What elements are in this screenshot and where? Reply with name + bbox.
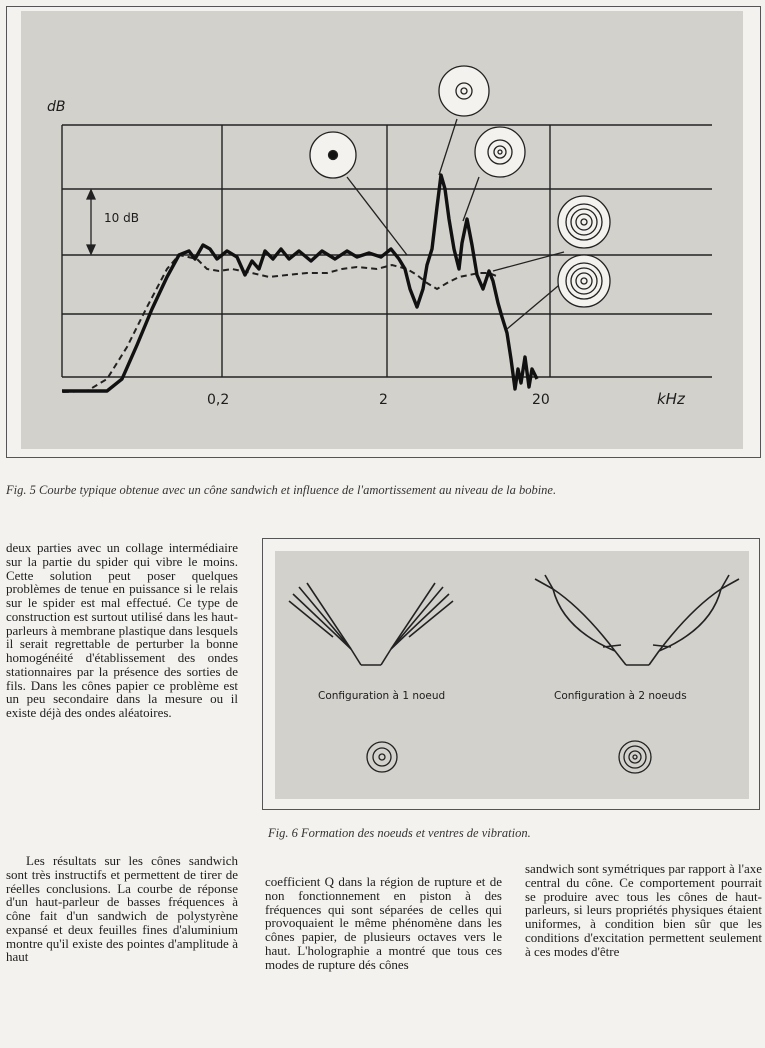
mode-marker-point-icon xyxy=(310,132,356,178)
scale-label: 10 dB xyxy=(104,211,139,225)
x-tick-1: 2 xyxy=(379,392,388,408)
mode-marker-1-ring-icon xyxy=(439,66,489,116)
y-unit-label: dB xyxy=(47,99,66,115)
response-chart xyxy=(7,7,762,459)
figure-6 xyxy=(262,538,760,810)
column-1-paragraph-2: Les résultats sur les cônes sandwich sont très instructifs et permettent de tirer de réelles conclusions. La courbe de réponse d'un haut-parleur de basses fréquences à cône fait d'un sandwich de polystyrène expansé et deux feuilles fines d'aluminium montre qu'il existe des pointes d'amplitude à haut xyxy=(6,853,238,965)
mode-marker-multi-ring-icon xyxy=(558,255,610,307)
column-2-paragraph: coefficient Q dans la région de rupture et de non fonctionnement en piston à des fréquences qui sont séparées de celles qui provoquaient le même phénomène dans les cônes papier, de plusieurs octaves vers le haut. L'holographie a montré que tous ces modes de rupture dés cônes xyxy=(265,874,502,972)
column-1-paragraph-1: deux parties avec un collage intermédiaire sur la partie du spider qui vibre le moins. Cette solution peut poser quelques problèmes de tenue en puissance si le relais sur le spider est mal effectué. Ce type de construction est surtout utilisé dans les haut-parleurs à membrane plastique dans lesquels il serait regrettable de perturber la bonne homogénéité d'établissement des ondes stationnaires par la présence des sorties de fils. Dans les cônes papier ce problème est un peu secondaire dans la mesure ou il existe déjà des ondes aléatoires. xyxy=(6,540,238,720)
x-tick-0: 0,2 xyxy=(207,392,230,408)
figure-6-caption: Fig. 6 Formation des noeuds et ventres de vibration. xyxy=(268,826,531,840)
figure-5-caption: Fig. 5 Courbe typique obtenue avec un cône sandwich et influence de l'amortissement au niveau de la bobine. xyxy=(6,483,557,497)
vibration-diagram xyxy=(263,539,761,811)
mode-marker-multi-ring-icon xyxy=(558,196,610,248)
figure-5 xyxy=(6,6,761,458)
x-tick-2: 20 xyxy=(532,392,550,408)
label-2-nodes: Configuration à 2 noeuds xyxy=(554,690,687,702)
mode-marker-2-ring-icon xyxy=(475,127,525,177)
label-1-node: Configuration à 1 noeud xyxy=(318,690,446,702)
x-unit-label: kHz xyxy=(657,390,685,408)
column-3-paragraph: sandwich sont symétriques par rapport à l'axe central du cône. Ce comportement pourrait se produire avec tous les cônes de haut-parleurs, si leurs propriétés physiques étaient uniformes, à condition bien sûr que les conditions d'excitation permettent seulement à ces modes d'être xyxy=(525,861,762,959)
